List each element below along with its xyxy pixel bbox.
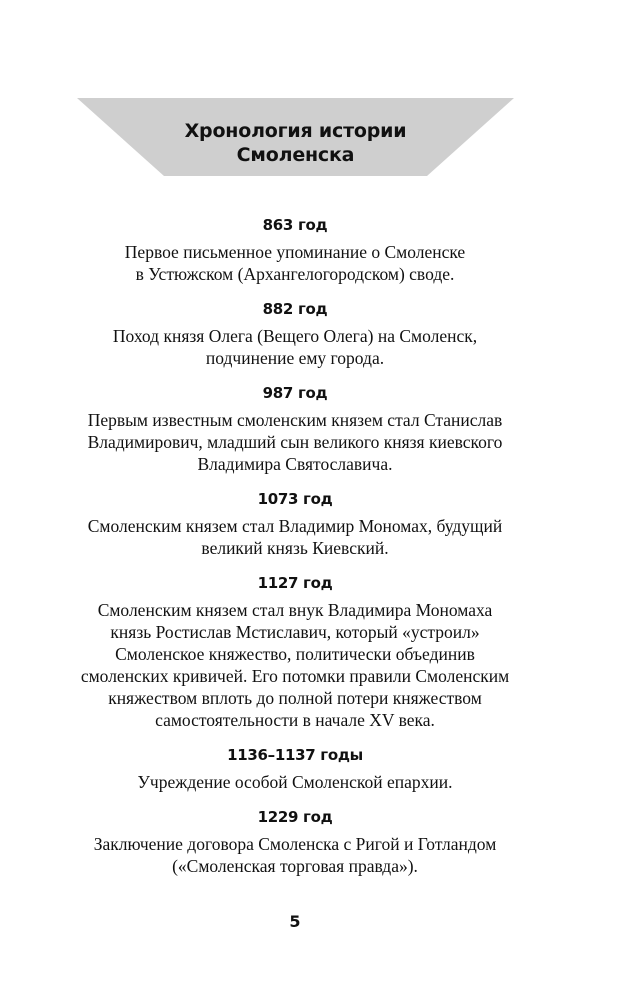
entry-year: 1229 год xyxy=(257,808,333,826)
entry-text: Первым известным смоленским князем стал Станислав Владимирович, младший сын великого князя киевского Владимира Святославича. xyxy=(87,410,503,474)
chronology-entry xyxy=(60,806,530,877)
entry-text: Первое письменное упоминание о Смоленске в Устюжском (Архангелогородском) своде. xyxy=(124,242,466,284)
chapter-title: Хронология истории Смоленска xyxy=(184,120,407,166)
entry-year: 1073 год xyxy=(257,490,333,508)
entry-year: 1136–1137 годы xyxy=(227,746,363,764)
entry-year: 863 год xyxy=(262,216,328,234)
entry-text: Учреждение особой Смоленской епархии. xyxy=(137,772,453,792)
chronology-entry xyxy=(60,382,530,475)
entry-text: Заключение договора Смоленска с Ригой и Готландом («Смоленская торговая правда»). xyxy=(93,834,497,876)
chronology-entry xyxy=(60,572,530,731)
entry-text: Смоленским князем стал внук Владимира Мономаха князь Ростислав Мстиславич, который «устроил» Смоленское княжество, политически объединив смоленских кривичей. Его потомки правили Смоленским княжеством вплоть до полной потери княжеством самостоятельности в начале XV века. xyxy=(80,600,510,730)
chronology-entry xyxy=(60,214,530,285)
chapter-banner xyxy=(77,98,514,176)
entry-year: 987 год xyxy=(262,384,328,402)
chronology-entry xyxy=(60,298,530,369)
page-number: 5 xyxy=(289,912,301,931)
entry-text: Смоленским князем стал Владимир Мономах, будущий великий князь Киевский. xyxy=(87,516,503,558)
entry-year: 1127 год xyxy=(257,574,333,592)
chronology-list xyxy=(60,214,530,890)
chronology-entry xyxy=(60,744,530,793)
chronology-entry xyxy=(60,488,530,559)
entry-text: Поход князя Олега (Вещего Олега) на Смоленск, подчинение ему города. xyxy=(112,326,478,368)
entry-year: 882 год xyxy=(262,300,328,318)
